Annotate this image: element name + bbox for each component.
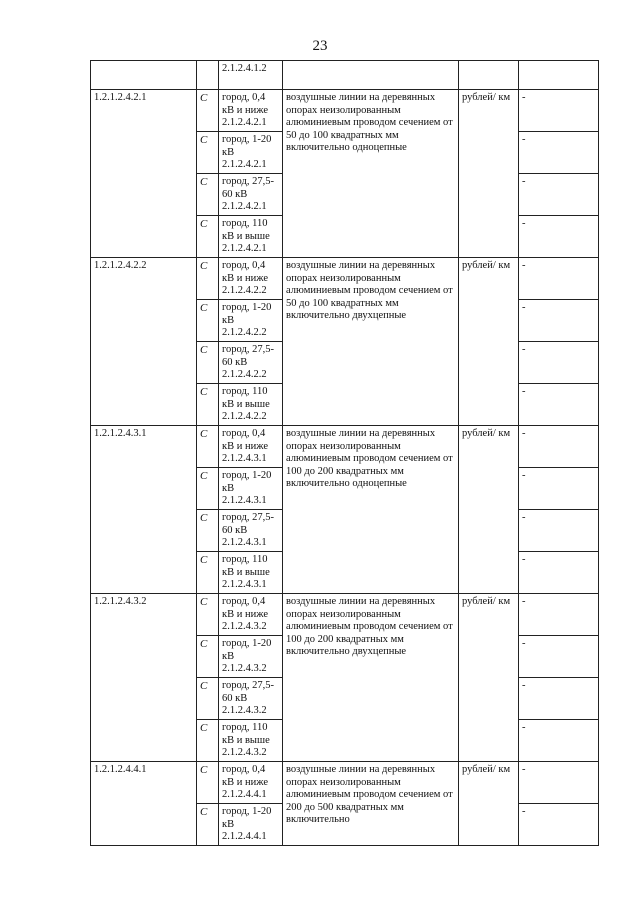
- unit-cell: [459, 61, 519, 90]
- value-cell: -: [519, 216, 599, 258]
- name-cell: город, 110 кВ и выше 2.1.2.4.2.2: [219, 384, 283, 426]
- name-cell: город, 0,4 кВ и ниже 2.1.2.4.2.2: [219, 258, 283, 300]
- code-cell: 1.2.1.2.4.4.1: [91, 762, 197, 846]
- unit-cell: рублей/ км: [459, 762, 519, 846]
- unit-cell: рублей/ км: [459, 90, 519, 258]
- unit-cell: рублей/ км: [459, 426, 519, 594]
- value-cell: -: [519, 468, 599, 510]
- name-cell: город, 1-20 кВ 2.1.2.4.3.1: [219, 468, 283, 510]
- letter-cell: С: [197, 720, 219, 762]
- unit-cell: рублей/ км: [459, 594, 519, 762]
- code-cell: 1.2.1.2.4.2.1: [91, 90, 197, 258]
- letter-cell: С: [197, 258, 219, 300]
- name-cell: город, 110 кВ и выше 2.1.2.4.3.1: [219, 552, 283, 594]
- value-cell: -: [519, 300, 599, 342]
- letter-cell: С: [197, 552, 219, 594]
- letter-cell: [197, 61, 219, 90]
- code-cell: 1.2.1.2.4.3.2: [91, 594, 197, 762]
- value-cell: -: [519, 132, 599, 174]
- letter-cell: С: [197, 636, 219, 678]
- letter-cell: С: [197, 468, 219, 510]
- letter-cell: С: [197, 132, 219, 174]
- value-cell: -: [519, 636, 599, 678]
- value-cell: -: [519, 384, 599, 426]
- name-cell: город, 1-20 кВ 2.1.2.4.3.2: [219, 636, 283, 678]
- code-cell: 1.2.1.2.4.2.2: [91, 258, 197, 426]
- letter-cell: С: [197, 90, 219, 132]
- table-body: [91, 61, 599, 846]
- table-row: [91, 594, 599, 636]
- letter-cell: С: [197, 762, 219, 804]
- name-cell: город, 0,4 кВ и ниже 2.1.2.4.2.1: [219, 90, 283, 132]
- value-cell: -: [519, 720, 599, 762]
- table-row: [91, 426, 599, 468]
- name-cell: город, 0,4 кВ и ниже 2.1.2.4.4.1: [219, 762, 283, 804]
- table-row: [91, 258, 599, 300]
- code-cell: [91, 61, 197, 90]
- letter-cell: С: [197, 426, 219, 468]
- unit-cell: рублей/ км: [459, 258, 519, 426]
- value-cell: -: [519, 552, 599, 594]
- value-cell: -: [519, 174, 599, 216]
- value-cell: -: [519, 804, 599, 846]
- code-cell: 1.2.1.2.4.3.1: [91, 426, 197, 594]
- table-row: [91, 762, 599, 804]
- name-cell: город, 27,5-60 кВ 2.1.2.4.2.2: [219, 342, 283, 384]
- name-cell: город, 0,4 кВ и ниже 2.1.2.4.3.1: [219, 426, 283, 468]
- letter-cell: С: [197, 384, 219, 426]
- value-cell: -: [519, 510, 599, 552]
- name-cell: город, 1-20 кВ 2.1.2.4.4.1: [219, 804, 283, 846]
- letter-cell: С: [197, 300, 219, 342]
- value-cell: -: [519, 594, 599, 636]
- letter-cell: С: [197, 510, 219, 552]
- value-cell: -: [519, 762, 599, 804]
- letter-cell: С: [197, 804, 219, 846]
- value-cell: -: [519, 342, 599, 384]
- description-cell: воздушные линии на деревянных опорах неизолированным алюминиевым проводом сечением от 50 до 100 квадратных мм включительно двухцепные: [283, 258, 459, 426]
- name-cell: город, 27,5-60 кВ 2.1.2.4.2.1: [219, 174, 283, 216]
- value-cell: -: [519, 90, 599, 132]
- description-cell: [283, 61, 459, 90]
- name-cell: город, 27,5-60 кВ 2.1.2.4.3.2: [219, 678, 283, 720]
- name-cell: город, 110 кВ и выше 2.1.2.4.2.1: [219, 216, 283, 258]
- name-cell: город, 0,4 кВ и ниже 2.1.2.4.3.2: [219, 594, 283, 636]
- table-row: [91, 90, 599, 132]
- letter-cell: С: [197, 678, 219, 720]
- name-cell: город, 27,5-60 кВ 2.1.2.4.3.1: [219, 510, 283, 552]
- name-cell: город, 1-20 кВ 2.1.2.4.2.1: [219, 132, 283, 174]
- value-cell: -: [519, 426, 599, 468]
- page-number: 23: [312, 38, 328, 54]
- continuation-row: [91, 61, 599, 90]
- value-cell: -: [519, 258, 599, 300]
- name-cell: город, 1-20 кВ 2.1.2.4.2.2: [219, 300, 283, 342]
- description-cell: воздушные линии на деревянных опорах неизолированным алюминиевым проводом сечением от 100 до 200 квадратных мм включительно одноцепные: [283, 426, 459, 594]
- letter-cell: С: [197, 216, 219, 258]
- letter-cell: С: [197, 174, 219, 216]
- description-cell: воздушные линии на деревянных опорах неизолированным алюминиевым проводом сечением от 100 до 200 квадратных мм включительно двухцепные: [283, 594, 459, 762]
- tariff-table: [90, 60, 599, 846]
- value-cell: [519, 61, 599, 90]
- value-cell: -: [519, 678, 599, 720]
- name-cell: город, 110 кВ и выше 2.1.2.4.3.2: [219, 720, 283, 762]
- description-cell: воздушные линии на деревянных опорах неизолированным алюминиевым проводом сечением от 50 до 100 квадратных мм включительно одноцепные: [283, 90, 459, 258]
- letter-cell: С: [197, 342, 219, 384]
- letter-cell: С: [197, 594, 219, 636]
- name-cell: 2.1.2.4.1.2: [219, 61, 283, 90]
- description-cell: воздушные линии на деревянных опорах неизолированным алюминиевым проводом сечением от 200 до 500 квадратных мм включительно: [283, 762, 459, 846]
